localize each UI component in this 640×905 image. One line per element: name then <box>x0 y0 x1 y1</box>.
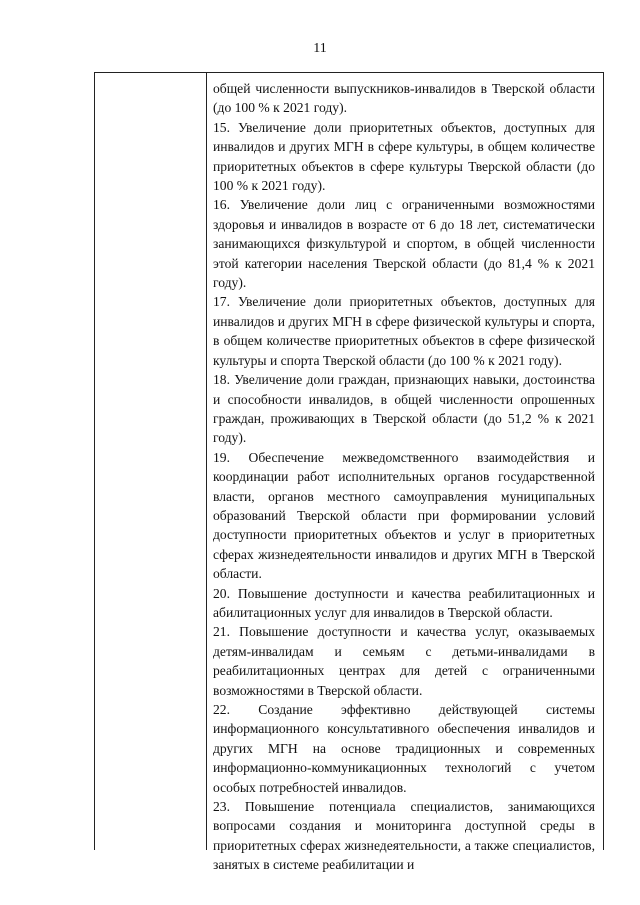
paragraph-15: 15. Увеличение доли приоритетных объектов, доступных для инвалидов и других МГН в сфере культуры, в общем количестве приоритетных объектов в сфере культуры Тверской области (до 100 % к 2021 году). <box>213 119 595 194</box>
paragraph-21: 21. Повышение доступности и качества услуг, оказываемых детям-инвалидам и семьям с детьми-инвалидами в реабилитационных центрах для детей с ограниченными возможностями в Тверской области. <box>213 624 595 698</box>
table-right-cell <box>213 79 595 875</box>
program-table <box>94 72 604 873</box>
paragraph-23: 23. Повышение потенциала специалистов, занимающихся вопросами создания и мониторинга доступной среды в приоритетных сферах жизнедеятельности, а также специалистов, занятых в системе реабилитации и <box>213 799 595 873</box>
page-number: 11 <box>313 41 327 56</box>
paragraph-17: 17. Увеличение доли приоритетных объектов, доступных для инвалидов и других МГН в сфере физической культуры и спорта, в общем количестве приоритетных объектов в сфере физической культуры и спорта Тверской области (до 100 % к 2021 году). <box>213 294 595 368</box>
paragraph-22: 22. Создание эффективно действующей системы информационного консультативного обеспечения инвалидов и других МГН на основе традиционных и современных информационно-коммуникационных технологий с учетом особых потребностей инвалидов. <box>213 702 595 795</box>
paragraph-16: 16. Увеличение доли лиц с ограниченными возможностями здоровья и инвалидов в возрасте от 6 до 18 лет, систематически занимающихся физкультурой и спортом, в общей численности этой категории населения Тверской области (до 81,4 % к 2021 году). <box>213 197 595 291</box>
paragraph-18: 18. Увеличение доли граждан, признающих навыки, достоинства и способности инвалидов, в общей численности опрошенных граждан, проживающих в Тверской области (до 51,2 % к 2021 году). <box>213 372 595 446</box>
paragraph-19: 19. Обеспечение межведомственного взаимодействия и координации работ исполнительных органов государственной власти, органов местного самоуправления муниципальных образований Тверской области при формировании условий доступности приоритетных объектов и услуг в приоритетных сферах жизнедеятельности инвалидов и других МГН в Тверской области. <box>213 449 595 582</box>
paragraph-20: 20. Повышение доступности и качества реабилитационных и абилитационных услуг для инвалидов в Тверской области. <box>213 585 595 620</box>
paragraph-continuation: общей численности выпускников-инвалидов в Тверской области (до 100 % к 2021 году). <box>213 81 595 116</box>
table-left-cell <box>95 73 207 850</box>
